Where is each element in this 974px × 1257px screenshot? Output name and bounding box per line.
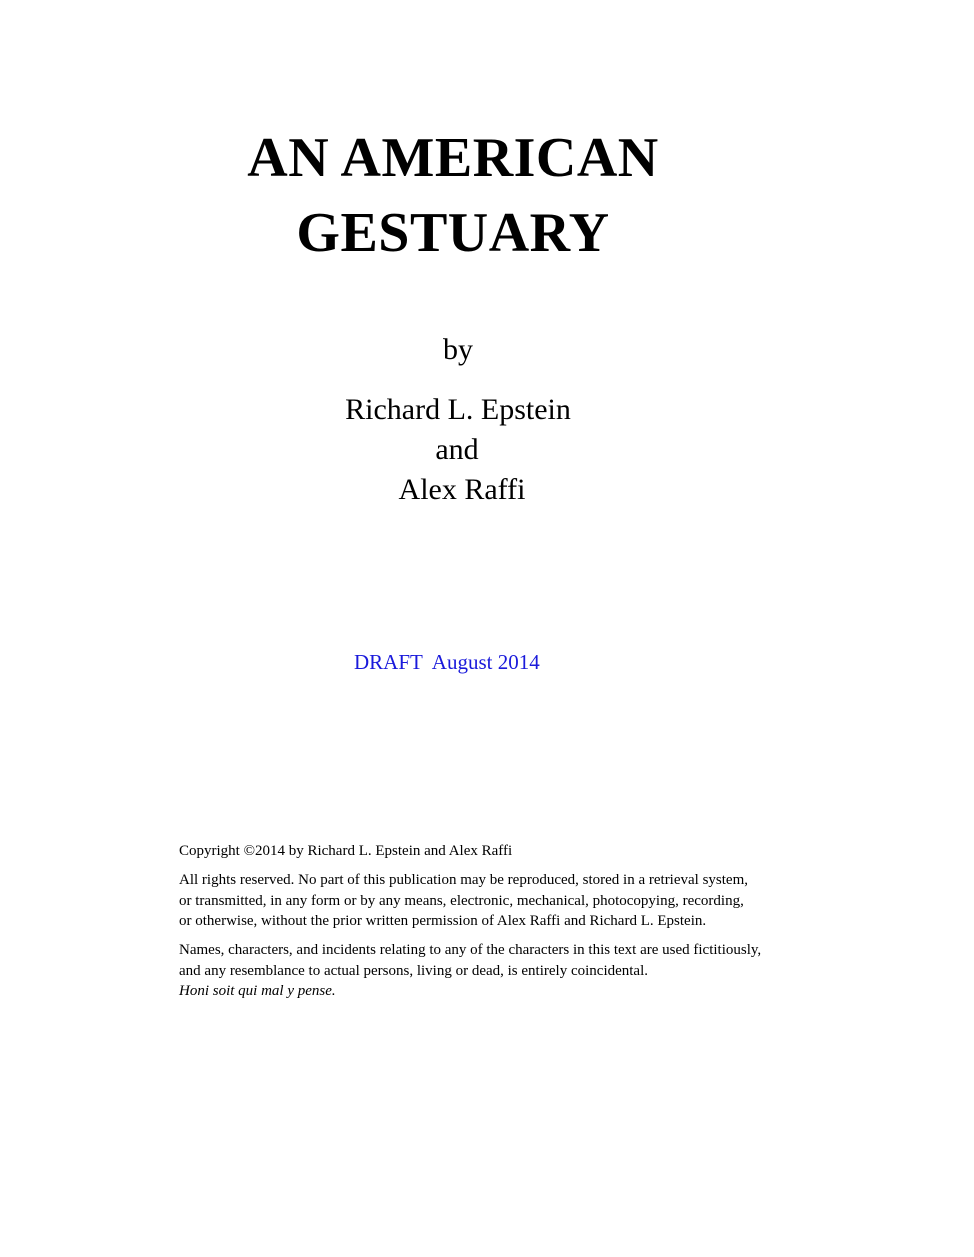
draft-date: DRAFT August 2014 bbox=[354, 650, 540, 674]
disclaimer-line: Names, characters, and incidents relating to any of the characters in this text are used fictitiously, bbox=[179, 942, 762, 958]
byline-and: and bbox=[435, 433, 479, 466]
byline-by: by bbox=[443, 333, 473, 366]
copyright-notice: Copyright ©2014 by Richard L. Epstein and Alex Raffi bbox=[179, 843, 513, 859]
rights-line: or transmitted, in any form or by any means, electronic, mechanical, photocopying, recording, bbox=[179, 892, 744, 909]
fiction-disclaimer-paragraph bbox=[179, 940, 819, 981]
motto: Honi soit qui mal y pense. bbox=[179, 983, 336, 999]
rights-reserved-paragraph bbox=[179, 870, 819, 932]
disclaimer-line: and any resemblance to actual persons, living or dead, is entirely coincidental. bbox=[179, 962, 649, 979]
book-title-line-1: AN AMERICAN bbox=[247, 127, 659, 189]
book-title-line-2: GESTUARY bbox=[296, 202, 610, 264]
author-name-2: Alex Raffi bbox=[398, 473, 526, 506]
rights-line: All rights reserved. No part of this publication may be reproduced, stored in a retrieval system, bbox=[179, 872, 749, 888]
rights-line: or otherwise, without the prior written permission of Alex Raffi and Richard L. Epstein. bbox=[179, 913, 707, 929]
author-name-1: Richard L. Epstein bbox=[345, 393, 571, 426]
